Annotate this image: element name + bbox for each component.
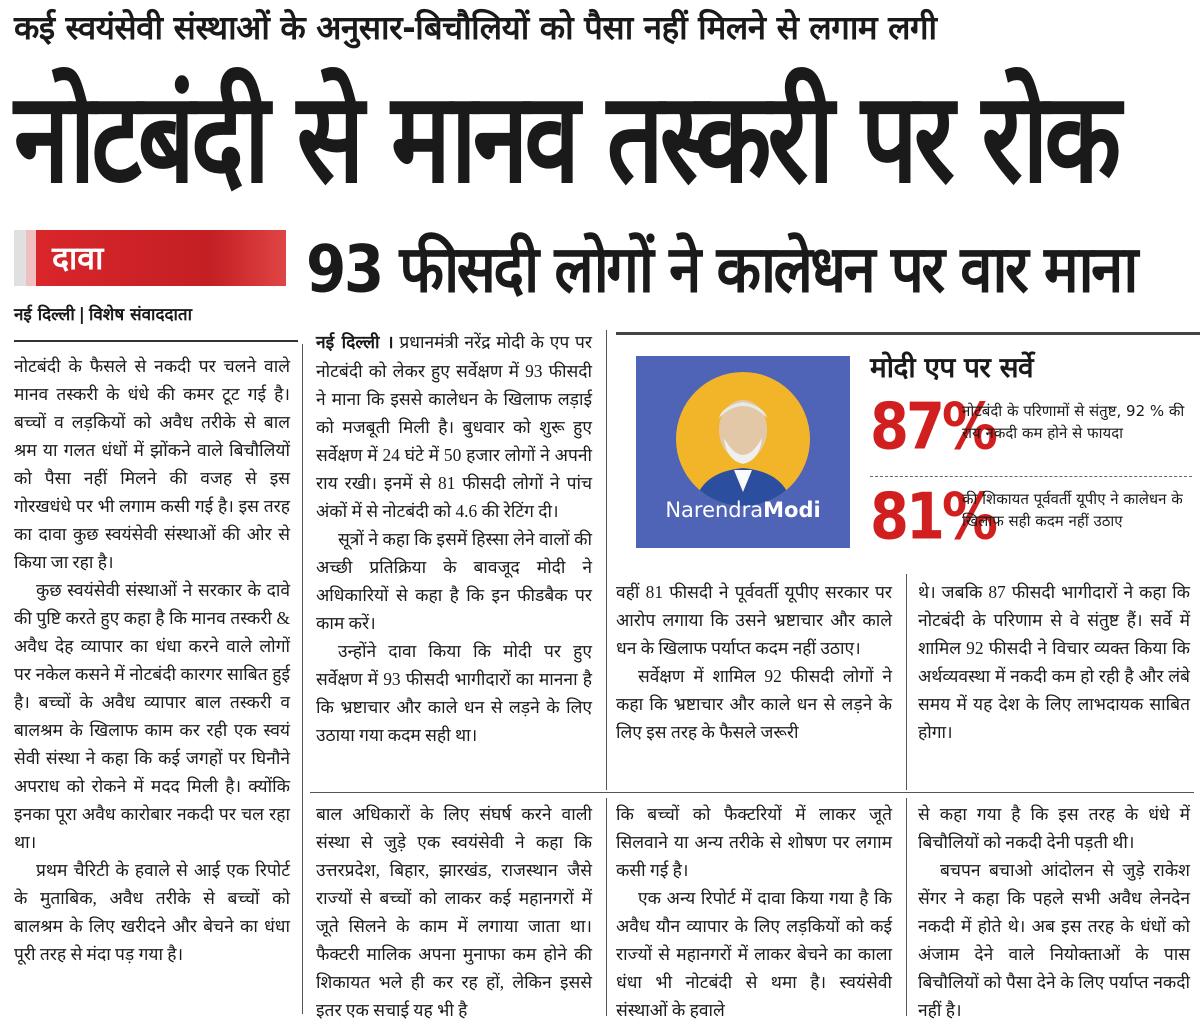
photo-name xyxy=(636,498,850,522)
col3-top-para-1: वहीं 81 फीसदी ने पूर्ववर्ती यूपीए सरकार पर आरोप लगाया कि उसने भ्रष्टाचार और काले धन के खिलाफ पर्याप्त कदम नहीं उठाए। xyxy=(616,582,892,658)
bottom-col2-para-1: बाल अधिकारों के लिए संघर्ष करने वाली संस्था से जुड़े एक स्वयंसेवी ने कहा कि उत्तरप्रदेश, बिहार, झारखंड, राजस्थान जैसे राज्यों से बच्चों को लाकर कई महानगरों में जूते सिलने के काम में लगाया जाता था। फैक्टरी मालिक अपना मुनाफा कम होने की शिकायत भले ही कर रह हों, लेकिन इससे इतर एक सचाई यह भी है xyxy=(316,804,592,1020)
bottom-col3-para-1: कि बच्चों को फैक्टरियों में लाकर जूते सिलवाने या अन्य तरीके से शोषण पर लगाम कसी गई है। xyxy=(616,804,892,880)
kicker-line: कई स्वयंसेवी संस्थाओं के अनुसार-बिचौलियों को पैसा नहीं मिलने से लगाम लगी xyxy=(14,8,937,47)
bottom-col3 xyxy=(616,800,892,1024)
byline: नई दिल्ली | विशेष संवाददाता xyxy=(14,305,193,325)
bottom-col3-para-2: एक अन्य रिपोर्ट में दावा किया गया है कि अवैध यौन व्यापार के लिए लड़कियों को कई राज्यों से महानगरों में लाकर बेचने का काला धंधा भी नोटबंदी से थमा है। स्वयंसेवी संस्थाओं के हवाले xyxy=(616,888,892,1020)
stat-divider xyxy=(870,476,1192,477)
column-divider-3 xyxy=(906,574,907,790)
modi-portrait xyxy=(676,372,810,506)
stat-87-percent: 87% xyxy=(870,390,996,465)
left-para-2: कुछ स्वयंसेवी संस्थाओं ने सरकार के दावे की पुष्टि करते हुए कहा है कि मानव तस्करी & अवैध देह व्यापार का धंधा करने वाले लोगों पर नकेल कसने में नोटबंदी कारगर साबित हुई है। बच्चों के अवैध व्यापार बाल तस्करी व बालश्रम के खिलाफ काम कर रही एक स्वयं सेवी संस्था ने कहा कि कई जगहों पर घिनौने अपराध को रोकने में मदद मिली है। क्योंकि इनका पूरा अवैध कारोबार नकदी पर चल रहा था। xyxy=(14,580,290,852)
bottom-col4-para-1: से कहा गया है कि इस तरह के धंधे में बिचौलियों को नकदी देनी पड़ती थी। xyxy=(918,804,1190,852)
mid-dateline: नई दिल्ली । xyxy=(316,333,394,353)
mid-para-3: उन्होंने दावा किया कि मोदी पर हुए सर्वेक्षण में 93 फीसदी भागीदारों का मानना है कि भ्रष्टाचार और काले धन से लड़ने के लिए उठाया गया कदम सही था। xyxy=(316,641,592,745)
col4-top-para-1: थे। जबकि 87 फीसदी भागीदारों ने कहा कि नोटबंदी के परिणाम से वे संतुष्ट हैं। सर्वे में शामिल 92 फीसदी ने विचार व्यक्त किया कि अर्थव्यवस्था में नकदी कम हो रही है और लंबे समय में यह देश के लिए लाभदायक साबित होगा। xyxy=(918,582,1190,742)
column-divider-4 xyxy=(606,798,607,1016)
mid-para-2: सूत्रों ने कहा कि इसमें हिस्सा लेने वालों की अच्छी प्रतिक्रिया के बावजूद मोदी ने अधिकारियों से कहा है कि इन फीडबैक पर काम करें। xyxy=(316,529,592,633)
col3-top xyxy=(616,578,892,746)
mid-column xyxy=(316,328,592,749)
survey-title: मोदी एप पर सर्वे xyxy=(870,351,1034,384)
col3-top-para-2: सर्वेक्षण में शामिल 92 फीसदी लोगों ने कहा कि भ्रष्टाचार और काले धन से लड़ने के लिए इस तरह के फैसले जरूरी xyxy=(616,666,892,742)
stat-81-text: की शिकायत पूर्ववर्ती यूपीए ने कालेधन के खिलाफ सही कदम नहीं उठाए xyxy=(962,490,1183,530)
stat-81-percent: 81% xyxy=(870,480,996,555)
bottom-col4 xyxy=(918,800,1190,1024)
left-para-1: नोटबंदी के फैसले से नकदी पर चलने वाले मानव तस्करी के धंधे की कमर टूट गई है। बच्चों व लड़कियों को अवैध तरीके से बाल श्रम या गलत धंधों में झोंकने वाले बिचौलियों को पैसा नहीं मिलने की वजह से इस गोरखधंधे पर भी लगाम कसी गई है। इस तरह का दावा कुछ स्वयंसेवी संस्थाओं की ओर से किया जा रहा है। xyxy=(14,356,290,572)
section-rule xyxy=(310,792,1194,793)
photo-name-first: Narendra xyxy=(665,498,764,522)
photo-name-last: Modi xyxy=(763,498,821,522)
column-divider-2 xyxy=(606,330,607,790)
mid-para-1: प्रधानमंत्री नरेंद्र मोदी के एप पर नोटबंदी को लेकर हुए सर्वेक्षण में 93 फीसदी ने माना कि इससे कालेधन के खिलाफ लड़ाई को मजबूती मिली है। बुधवार को शुरू हुए सर्वेक्षण में 24 घंटे में 50 हजार लोगों ने अपनी राय रखी। इनमें से 81 फीसदी लोगों ने पांच अंकों में से नोटबंदी को 4.6 की रेटिंग दी। xyxy=(316,332,592,521)
byline-rule xyxy=(14,340,298,342)
byline-author: विशेष संवाददाता xyxy=(88,305,193,325)
left-para-3: प्रथम चैरिटी के हवाले से आई एक रिपोर्ट के मुताबिक, अवैध तरीके से बच्चों को बालश्रम के लिए खरीदने और बेचने का धंधा पूरी तरह से मंदा पड़ गया है। xyxy=(14,860,290,964)
main-headline: नोटबंदी से मानव तस्करी पर रोक xyxy=(14,64,1118,211)
portrait-icon xyxy=(676,372,810,506)
byline-place: नई दिल्ली xyxy=(14,305,75,325)
stat-87-text: नोटबंदी के परिणामों से संतुष्ट, 92 % की राय नकदी कम होने से फायदा xyxy=(962,402,1185,442)
column-divider-1 xyxy=(302,344,303,1014)
claim-tag: दावा xyxy=(26,230,286,286)
column-divider-5 xyxy=(906,798,907,1016)
left-column xyxy=(14,352,290,968)
bottom-col4-para-2: बचपन बचाओ आंदोलन से जुड़े राकेश सेंगर ने कहा कि पहले सभी अवैध लेनदेन नकदी में होते थे। अब इस तरह के धंधों को अंजाम देने वाले नियोक्ताओं के पास बिचौलियों को पैसा देने के लिए पर्याप्त नकदी नहीं है। xyxy=(918,860,1190,1020)
col4-top xyxy=(918,578,1190,746)
sub-headline: 93 फीसदी लोगों ने कालेधन पर वार माना xyxy=(306,230,1136,308)
bottom-col2 xyxy=(316,800,592,1024)
